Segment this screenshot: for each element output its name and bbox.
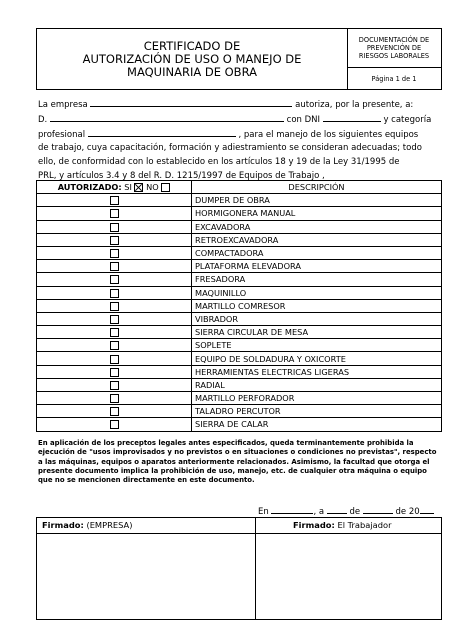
equipment-name: FRESADORA: [192, 273, 442, 286]
no-label: NO: [146, 182, 159, 193]
equipment-checkbox[interactable]: [110, 315, 119, 324]
doc-line-2: PREVENCIÓN DE: [366, 44, 422, 52]
equipment-name: MARTILLO PERFORADOR: [192, 392, 442, 405]
equipment-row: [37, 365, 442, 378]
table-header-row: [37, 181, 442, 194]
equipment-checkbox[interactable]: [110, 394, 119, 403]
equipment-checkbox[interactable]: [110, 249, 119, 258]
equipment-row: [37, 220, 442, 233]
document-header: [36, 28, 442, 90]
si-checkbox[interactable]: [134, 183, 143, 192]
company-signature-area[interactable]: [39, 534, 253, 618]
authorized-label: AUTORIZADO:: [57, 182, 122, 193]
equipment-row: [37, 378, 442, 391]
equipment-checkbox[interactable]: [110, 341, 119, 350]
equipment-name: EQUIPO DE SOLDADURA Y OXICORTE: [192, 352, 442, 365]
category-blank[interactable]: [88, 126, 236, 137]
equipment-checkbox[interactable]: [110, 196, 119, 205]
equipment-checkbox[interactable]: [110, 355, 119, 364]
date-line: [258, 503, 434, 517]
worker-name-blank[interactable]: [50, 111, 284, 122]
equipment-row: [37, 339, 442, 352]
equipment-row: [37, 392, 442, 405]
equipment-name: SOPLETE: [192, 339, 442, 352]
equipment-checkbox[interactable]: [110, 328, 119, 337]
equipment-checkbox[interactable]: [110, 302, 119, 311]
checkbox-cell: [37, 405, 192, 418]
equipment-row: [37, 246, 442, 259]
equipment-name: COMPACTADORA: [192, 246, 442, 259]
worker-signed-bold: Firmado:: [293, 520, 335, 530]
intro-d-label: D.: [38, 115, 48, 125]
checkbox-cell: [37, 220, 192, 233]
title-line-2: AUTORIZACIÓN DE USO O MANEJO DE: [82, 51, 302, 66]
certificate-title: [37, 29, 348, 89]
intro-line-4: de trabajo, cuya capacitación, formación y adiestramiento se consideran adecuadas; todo: [38, 143, 422, 153]
equipment-name: RADIAL: [192, 378, 442, 391]
equipment-name: RETROEXCAVADORA: [192, 233, 442, 246]
equipment-name: HERRAMIENTAS ELECTRICAS LIGERAS: [192, 365, 442, 378]
intro-dni-label: con DNI: [286, 115, 321, 125]
equipment-table: [36, 180, 442, 432]
equipment-row: [37, 352, 442, 365]
equipment-checkbox[interactable]: [110, 262, 119, 271]
date-de-1: de: [349, 507, 361, 517]
signature-box: [36, 517, 442, 620]
equipment-name: PLATAFORMA ELEVADORA: [192, 260, 442, 273]
checkbox-cell: [37, 273, 192, 286]
dni-blank[interactable]: [323, 111, 381, 122]
signature-divider: [255, 518, 256, 619]
checkbox-cell: [37, 326, 192, 339]
equipment-row: [37, 233, 442, 246]
equipment-checkbox[interactable]: [110, 407, 119, 416]
equipment-row: [37, 299, 442, 312]
equipment-checkbox[interactable]: [110, 289, 119, 298]
equipment-row: [37, 312, 442, 325]
intro-company-label: La empresa: [38, 100, 88, 110]
equipment-checkbox[interactable]: [110, 209, 119, 218]
header-meta: [347, 29, 441, 89]
intro-line-6: PRL, y artículos 3.4 y 8 del R. D. 1215/1997 de Equipos de Trabajo ,: [38, 171, 325, 181]
equipment-name: SIERRA DE CALAR: [192, 418, 442, 431]
date-en: En: [258, 507, 269, 517]
page-number: Página 1 de 1: [371, 74, 417, 83]
checkbox-cell: [37, 352, 192, 365]
checkbox-cell: [37, 286, 192, 299]
worker-signature-label: [293, 520, 391, 530]
day-blank[interactable]: [327, 503, 347, 514]
equipment-name: EXCAVADORA: [192, 220, 442, 233]
legal-notice: En aplicación de los preceptos legales antes especificados, queda terminantemente prohibida la ejecución de "usos improvisados y no previstos o en situaciones o condiciones no previstas", respecto a las máquinas, equipos o aparatos anteriormente relacionados. Asimismo, la facultad que otorga el presente documento implica la prohibición de uso, manejo, etc. de cualquier otra máquina o equipo que no se mencionen directamente en este documento.: [38, 439, 437, 485]
date-de-2: de 20: [395, 507, 420, 517]
checkbox-cell: [37, 260, 192, 273]
checkbox-cell: [37, 194, 192, 207]
equipment-checkbox[interactable]: [110, 381, 119, 390]
company-signed-text: (EMPRESA): [86, 520, 133, 530]
si-label: SI: [124, 182, 132, 193]
equipment-row: [37, 273, 442, 286]
title-line-1: CERTIFICADO DE: [143, 38, 241, 53]
equipment-name: MAQUINILLO: [192, 286, 442, 299]
equipment-checkbox[interactable]: [110, 275, 119, 284]
equipment-row: [37, 418, 442, 431]
intro-category-label: y categoría: [383, 115, 432, 125]
equipment-row: [37, 405, 442, 418]
equipment-row: [37, 260, 442, 273]
equipment-checkbox[interactable]: [110, 236, 119, 245]
checkbox-cell: [37, 233, 192, 246]
company-signed-bold: Firmado:: [42, 520, 84, 530]
worker-signature-area[interactable]: [257, 534, 441, 618]
equipment-row: [37, 326, 442, 339]
place-blank[interactable]: [271, 503, 313, 514]
equipment-row: [37, 194, 442, 207]
intro-authorizes: autoriza, por la presente, a:: [295, 100, 414, 110]
doc-line-3: RIESGOS LABORALES: [358, 52, 430, 60]
equipment-name: TALADRO PERCUTOR: [192, 405, 442, 418]
intro-profesional-label: profesional: [38, 130, 86, 140]
intro-purpose: , para el manejo de los siguientes equipos: [238, 130, 419, 140]
equipment-name: HORMIGONERA MANUAL: [192, 207, 442, 220]
authorized-cell: [37, 181, 192, 194]
doc-line-1: DOCUMENTACIÓN DE: [358, 36, 430, 44]
equipment-name: MARTILLO COMRESOR: [192, 299, 442, 312]
checkbox-cell: [37, 418, 192, 431]
description-header: DESCRIPCIÓN: [192, 181, 442, 194]
checkbox-cell: [37, 299, 192, 312]
equipment-checkbox[interactable]: [110, 368, 119, 377]
intro-line-5: ello, de conformidad con lo establecido en los artículos 18 y 19 de la Ley 31/1995 de: [38, 157, 400, 167]
date-a: , a: [313, 507, 325, 517]
equipment-row: [37, 207, 442, 220]
checkbox-cell: [37, 339, 192, 352]
equipment-name: VIBRADOR: [192, 312, 442, 325]
month-blank[interactable]: [363, 503, 393, 514]
checkbox-cell: [37, 207, 192, 220]
checkbox-cell: [37, 246, 192, 259]
checkbox-cell: [37, 365, 192, 378]
checkbox-cell: [37, 392, 192, 405]
equipment-name: DUMPER DE OBRA: [192, 194, 442, 207]
company-blank[interactable]: [90, 96, 292, 107]
equipment-name: SIERRA CIRCULAR DE MESA: [192, 326, 442, 339]
equipment-checkbox[interactable]: [110, 223, 119, 232]
no-checkbox[interactable]: [161, 183, 170, 192]
checkbox-cell: [37, 378, 192, 391]
checkbox-cell: [37, 312, 192, 325]
doc-category: [347, 29, 441, 68]
worker-signed-text: El Trabajador: [337, 520, 392, 530]
year-blank[interactable]: [420, 503, 434, 514]
equipment-row: [37, 286, 442, 299]
equipment-checkbox[interactable]: [110, 420, 119, 429]
title-line-3: MAQUINARIA DE OBRA: [127, 64, 257, 79]
company-signature-label: [42, 520, 132, 530]
